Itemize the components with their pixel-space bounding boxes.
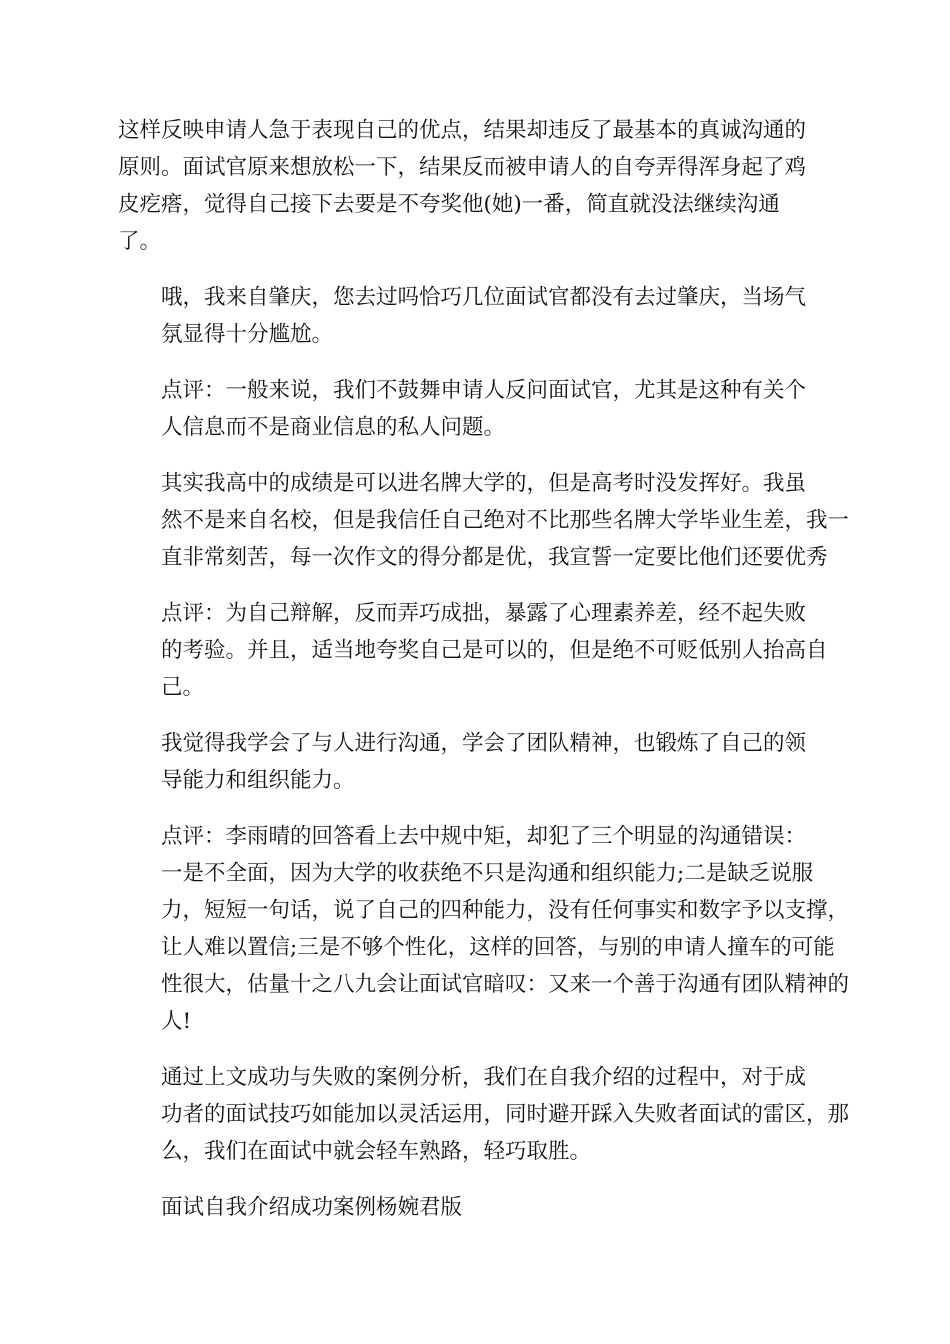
text-line: 己。: [161, 675, 205, 700]
text-line: 点评：一般来说，我们不鼓舞申请人反问面试官，尤其是这种有关个: [161, 378, 807, 403]
text-line: 这样反映申请人急于表现自己的优点，结果却违反了最基本的真诚沟通的: [118, 118, 807, 143]
text-line: 点评：为自己辩解，反而弄巧成拙，暴露了心理素养差，经不起失败: [161, 601, 807, 626]
text-line: 然不是来自名校，但是我信任自己绝对不比那些名牌大学毕业生差，我一: [161, 508, 850, 533]
text-line: 其实我高中的成绩是可以进名牌大学的，但是高考时没发挥好。我虽: [161, 471, 807, 496]
paragraph: [118, 1059, 850, 1170]
document-body: [118, 112, 850, 1245]
text-line: 人信息而不是商业信息的私人问题。: [161, 415, 506, 440]
text-line: 性很大，估量十之八九会让面试官暗叹：又来一个善于沟通有团队精神的: [161, 972, 850, 997]
text-line: 么，我们在面试中就会轻车熟路，轻巧取胜。: [161, 1139, 592, 1164]
text-line: 了。: [118, 229, 162, 254]
text-line: 让人难以置信;三是不够个性化，这样的回答，与别的申请人撞车的可能: [161, 935, 835, 960]
paragraph: [118, 112, 836, 260]
text-line: 我觉得我学会了与人进行沟通，学会了团队精神，也锻炼了自己的领: [161, 731, 807, 756]
text-line: 面试自我介绍成功案例杨婉君版: [161, 1195, 463, 1220]
text-line: 通过上文成功与失败的案例分析，我们在自我介绍的过程中，对于成: [161, 1065, 807, 1090]
text-line: 直非常刻苦，每一次作文的得分都是优，我宣誓一定要比他们还要优秀: [161, 545, 828, 570]
text-line: 导能力和组织能力。: [161, 768, 355, 793]
text-line: 力，短短一句话，说了自己的四种能力，没有任何事实和数字予以支撑，: [161, 898, 850, 923]
text-line: 人!: [161, 1009, 192, 1034]
text-line: 氛显得十分尴尬。: [161, 322, 334, 347]
text-line: 皮疙瘩，觉得自己接下去要是不夸奖他(她)一番，简直就没法继续沟通: [118, 192, 780, 217]
paragraph: [118, 465, 850, 576]
paragraph: [118, 818, 850, 1040]
text-line: 原则。面试官原来想放松一下，结果反而被申请人的自夸弄得浑身起了鸡: [118, 155, 807, 180]
paragraph: [118, 595, 836, 706]
paragraph: [118, 1189, 836, 1226]
text-line: 点评：李雨晴的回答看上去中规中矩，却犯了三个明显的沟通错误：: [161, 824, 807, 849]
paragraph: [118, 372, 836, 446]
text-line: 的考验。并且，适当地夸奖自己是可以的，但是绝不可贬低别人抬高自: [161, 638, 828, 663]
paragraph: [118, 279, 836, 353]
paragraph: [118, 725, 836, 799]
text-line: 功者的面试技巧如能加以灵活运用，同时避开踩入失败者面试的雷区，那: [161, 1102, 850, 1127]
text-line: 哦，我来自肇庆，您去过吗恰巧几位面试官都没有去过肇庆，当场气: [161, 285, 807, 310]
text-line: 一是不全面，因为大学的收获绝不只是沟通和组织能力;二是缺乏说服: [161, 861, 814, 886]
